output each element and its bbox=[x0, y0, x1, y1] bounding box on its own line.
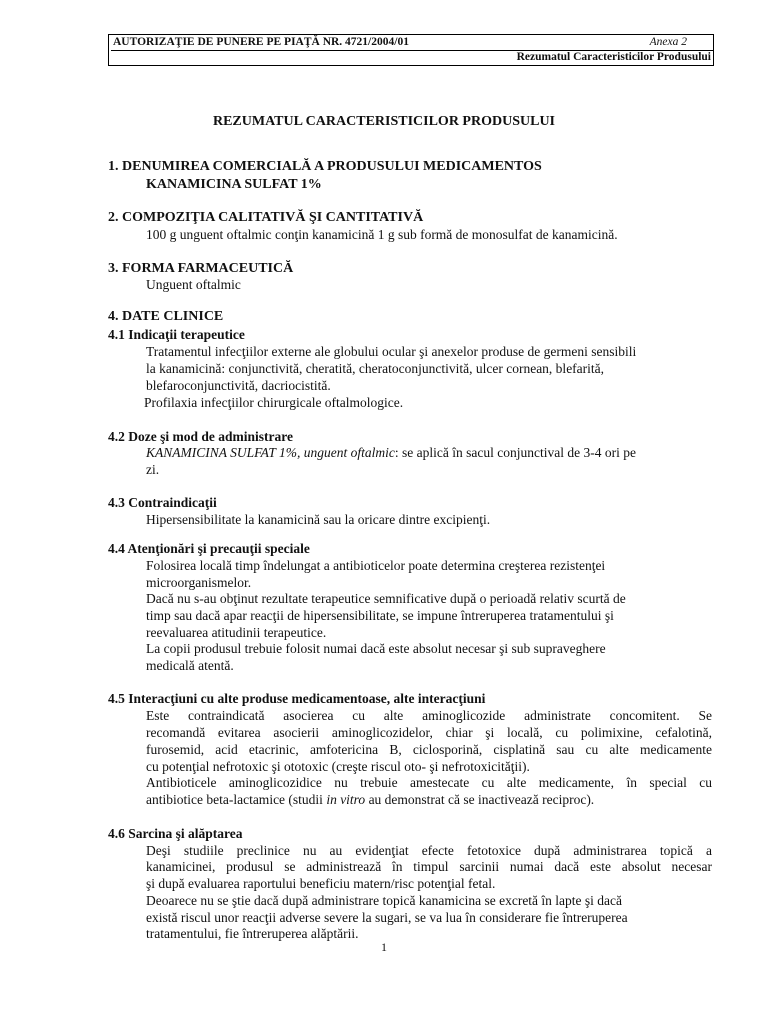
section-4-6-line: Deşi studiile preclinice nu au evidenţiat efecte fetotoxice după administrarea topică a bbox=[146, 843, 712, 858]
section-4-3-heading: 4.3 Contraindicaţii bbox=[108, 495, 217, 510]
page-number: 1 bbox=[381, 940, 387, 954]
document-title: REZUMATUL CARACTERISTICILOR PRODUSULUI bbox=[212, 114, 555, 129]
section-2-text: 100 g unguent oftalmic conţin kanamicină 1 g sub formă de monosulfat de kanamicină. bbox=[146, 227, 618, 242]
section-4-4-line: La copii produsul trebuie folosit numai dacă este absolut necesar şi sub supraveghere bbox=[146, 641, 606, 656]
product-name: KANAMICINA SULFAT 1% bbox=[146, 177, 322, 192]
section-4-5-line: furosemid, acid etacrinic, amfotericina B, ciclosporină, cisplatină sau cu alte medicamente bbox=[146, 742, 712, 757]
header-subtitle: Rezumatul Caracteristicilor Produsului bbox=[516, 51, 711, 63]
annex-label: Anexa 2 bbox=[649, 36, 687, 48]
section-4-4-heading: 4.4 Atenţionări şi precauţii speciale bbox=[108, 541, 310, 556]
product-name-italic: KANAMICINA SULFAT 1%, unguent oftalmic bbox=[146, 445, 395, 460]
section-4-4-line: medicală atentă. bbox=[146, 658, 234, 673]
section-4-4-line: Folosirea locală timp îndelungat a antibioticelor poate determina creşterea rezistenţei bbox=[146, 558, 606, 573]
authorization-number: AUTORIZAŢIE DE PUNERE PE PIAŢĂ NR. 4721/2004/01 bbox=[113, 36, 409, 48]
section-4-4-line: timp sau dacă apar reacţii de hipersensibilitate, se impune întreruperea tratamentului şi bbox=[146, 608, 614, 623]
dosage-text: : se aplică în sacul conjunctival de 3-4 ori pe bbox=[394, 445, 636, 460]
section-4-1-line: Profilaxia infecţiilor chirurgicale oftalmologice. bbox=[144, 395, 404, 410]
section-4-5-line: cu potenţial nefrotoxic şi ototoxic (creşte riscul oto- şi nefrotoxicităţii). bbox=[146, 759, 530, 774]
header-row-bottom bbox=[109, 51, 713, 65]
section-4-6-line: tratamentului, fie întreruperea alăptării. bbox=[146, 926, 359, 941]
section-4-4-line: microorganismelor. bbox=[146, 575, 252, 590]
header-box bbox=[108, 34, 714, 66]
section-4-2-line bbox=[146, 444, 636, 461]
in-vitro-italic: in vitro bbox=[326, 792, 366, 807]
header-row-top bbox=[111, 36, 713, 51]
section-4-5-heading: 4.5 Interacţiuni cu alte produse medicamentoase, alte interacţiuni bbox=[108, 691, 486, 706]
section-4-1-line: la kanamicină: conjunctivită, cheratită, cheratoconjunctivită, ulcer cornean, blefarită, bbox=[146, 361, 605, 376]
section-4-5-line: Antibioticele aminoglicozidice nu trebuie amestecate cu alte medicamente, în special cu bbox=[146, 775, 712, 790]
section-4-5-line: recomandă evitarea asocierii aminoglicozidelor, chiar şi locală, cu polimixine, cefalotină, bbox=[146, 725, 712, 740]
section-4-6-line: Deoarece nu se ştie dacă după administrare topică kanamicina se excretă în lapte şi dacă bbox=[146, 893, 623, 908]
section-4-1-line: Tratamentul infecţiilor externe ale globului ocular şi anexelor produse de germeni sensibili bbox=[146, 344, 637, 359]
section-4-heading: 4. DATE CLINICE bbox=[108, 309, 224, 324]
section-4-1-line: blefaroconjunctivită, dacriocistită. bbox=[146, 378, 331, 393]
text-segment: au demonstrat că se inactivează reciproc). bbox=[365, 792, 595, 807]
section-4-5-line: Este contraindicată asocierea cu alte aminoglicozide administrate concomitent. Se bbox=[146, 708, 712, 723]
section-4-2-line: zi. bbox=[146, 462, 160, 477]
section-4-6-heading: 4.6 Sarcina şi alăptarea bbox=[108, 826, 243, 841]
text-segment: antibiotice beta-lactamice (studii bbox=[146, 792, 327, 807]
section-3-heading: 3. FORMA FARMACEUTICĂ bbox=[108, 261, 294, 276]
section-4-6-line: şi după evaluarea raportului beneficiu matern/risc potenţial fetal. bbox=[146, 876, 496, 891]
section-4-6-line: kanamicinei, produsul se administrează în timpul sarcinii numai dacă este absolut necesar bbox=[146, 859, 712, 874]
section-4-2-heading: 4.2 Doze şi mod de administrare bbox=[108, 429, 293, 444]
section-4-4-line: reevaluarea atitudinii terapeutice. bbox=[146, 625, 327, 640]
section-4-3-text: Hipersensibilitate la kanamicină sau la oricare dintre excipienţi. bbox=[146, 512, 491, 527]
section-4-4-line: Dacă nu s-au obţinut rezultate terapeutice semnificative după o perioadă relativ scurtă de bbox=[146, 591, 626, 606]
section-4-5-line bbox=[146, 791, 594, 808]
section-3-text: Unguent oftalmic bbox=[146, 277, 241, 292]
section-4-1-heading: 4.1 Indicaţii terapeutice bbox=[108, 327, 245, 342]
section-4-6-line: există riscul unor reacţii adverse severe la sugari, se va lua în considerare fie întreruperea bbox=[146, 910, 628, 925]
section-2-heading: 2. COMPOZIŢIA CALITATIVĂ ŞI CANTITATIVĂ bbox=[108, 210, 424, 225]
section-1-heading: 1. DENUMIREA COMERCIALĂ A PRODUSULUI MEDICAMENTOS bbox=[108, 159, 542, 174]
